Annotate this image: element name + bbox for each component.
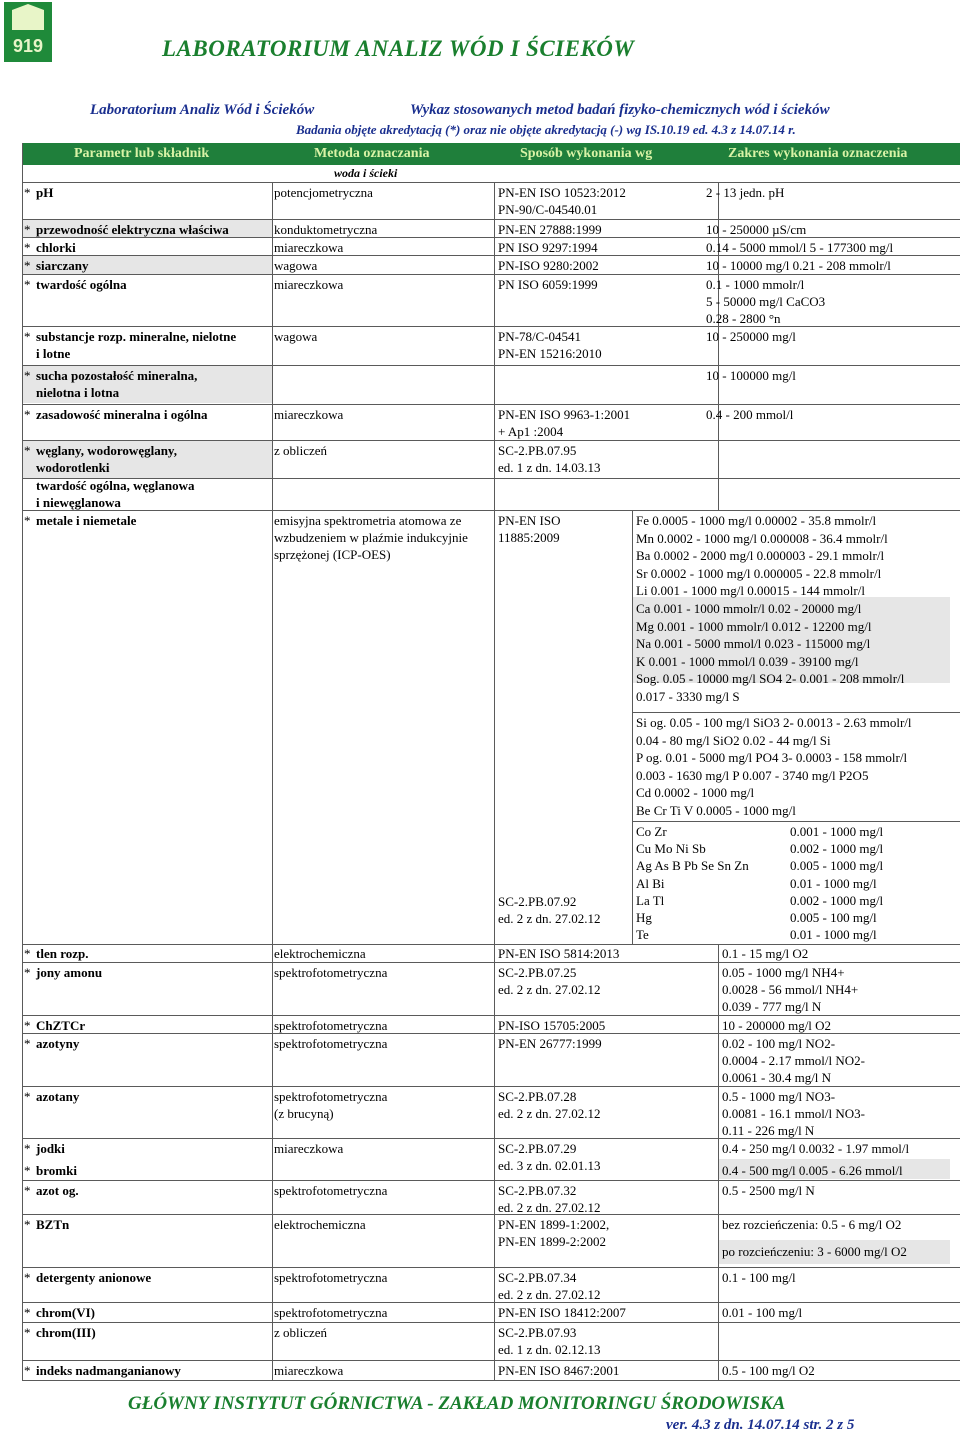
metal-range: Li 0.001 - 1000 mg/l 0.00015 - 144 mmolr/l (636, 583, 865, 599)
row-star: * (24, 1217, 31, 1232)
row-divider (632, 712, 960, 713)
row-standard: ed. 2 z dn. 27.02.12 (498, 1287, 601, 1302)
metal-range: Ba 0.0002 - 2000 mg/l 0.000003 - 29.1 mmolr/l (636, 548, 885, 564)
row-range: 0.01 - 100 mg/l (722, 1305, 803, 1320)
row-param: twardość ogólna (36, 277, 127, 292)
row-range: 5 - 50000 mg/l CaCO3 (706, 294, 826, 309)
metal-range: 0.04 - 80 mg/l SiO2 0.02 - 44 mg/l Si (636, 732, 831, 748)
row-param: azotyny (36, 1036, 80, 1051)
row-standard: SC-2.PB.07.32 (498, 1183, 577, 1198)
row-standard: PN-EN ISO (498, 513, 561, 528)
row-param: nielotna i lotna (36, 385, 120, 400)
row-star: * (24, 1141, 31, 1156)
row-divider (22, 219, 960, 220)
metal-element: Hg (636, 910, 652, 925)
row-star: * (24, 277, 31, 292)
row-divider (22, 1360, 960, 1361)
row-star: * (24, 1363, 31, 1378)
row-range: 0.0028 - 56 mmol/l NH4+ (722, 982, 859, 997)
row-standard: PN-EN 1899-1:2002, (498, 1217, 610, 1232)
row-range: 0.4 - 200 mmol/l (706, 407, 794, 422)
table-header (22, 143, 960, 165)
metal-range: Mg 0.001 - 1000 mmolr/l 0.012 - 12200 mg/l (636, 618, 872, 634)
row-star: * (24, 222, 31, 237)
row-range: 0.1 - 15 mg/l O2 (722, 946, 809, 961)
document-title: Wykaz stosowanych metod badań fizyko-chemicznych wód i ścieków (410, 102, 830, 118)
metal-range: 0.002 - 1000 mg/l (790, 841, 884, 857)
row-star: * (24, 1270, 31, 1285)
col-divider (494, 183, 495, 1380)
metal-range: 0.002 - 1000 mg/l (790, 892, 884, 908)
row-method: (z brucyną) (274, 1106, 334, 1121)
metal-range: Sr 0.0002 - 1000 mg/l 0.000005 - 22.8 mmolr/l (636, 565, 882, 581)
row-range: 10 - 250000 µS/cm (706, 222, 807, 237)
row-range: 0.4 - 500 mg/l 0.005 - 6.26 mmol/l (722, 1163, 903, 1178)
row-divider (22, 944, 960, 945)
row-standard: PN-EN ISO 8467:2001 (498, 1363, 620, 1378)
row-star: * (24, 443, 31, 458)
row-param: i niewęglanowa (36, 495, 121, 510)
row-standard: PN-EN 26777:1999 (498, 1036, 602, 1051)
row-param: bromki (36, 1163, 77, 1178)
row-divider (22, 440, 960, 441)
metal-range: 0.003 - 1630 mg/l P 0.007 - 3740 mg/l P2O5 (636, 767, 869, 783)
footer-org: GŁÓWNY INSTYTUT GÓRNICTWA - ZAKŁAD MONITORINGU ŚRODOWISKA (128, 1393, 786, 1414)
row-standard: PN-EN 1899-2:2002 (498, 1234, 606, 1249)
row-method: wzbudzeniem w plaźmie indukcyjnie (274, 530, 468, 545)
std-sc92: SC-2.PB.07.92 (498, 894, 577, 909)
row-divider (22, 1214, 960, 1215)
row-divider (22, 510, 960, 511)
row-standard: SC-2.PB.07.95 (498, 443, 577, 458)
row-standard: PN ISO 6059:1999 (498, 277, 598, 292)
row-range: 0.11 - 226 mg/l N (722, 1123, 815, 1138)
row-param: detergenty anionowe (36, 1270, 152, 1285)
row-range: 0.5 - 1000 mg/l NO3- (722, 1089, 836, 1104)
metal-range: 0.001 - 1000 mg/l (790, 824, 884, 839)
row-divider (22, 1138, 960, 1139)
metal-range: Si og. 0.05 - 100 mg/l SiO3 2- 0.0013 - 2.63 mmolr/l (636, 715, 912, 730)
metal-element: Co Zr (636, 824, 667, 839)
row-param: jodki (36, 1141, 65, 1156)
metal-range: P og. 0.01 - 5000 mg/l PO4 3- 0.0003 - 158 mmolr/l (636, 750, 908, 766)
row-standard: 11885:2009 (498, 530, 560, 545)
metal-element: Al Bi (636, 875, 665, 891)
row-divider (22, 1380, 960, 1381)
row-standard: SC-2.PB.07.29 (498, 1141, 577, 1156)
col-header-range: Zakres wykonania oznaczenia (728, 146, 908, 161)
row-method: miareczkowa (274, 277, 344, 292)
row-star: * (24, 240, 31, 255)
page-title: LABORATORIUM ANALIZ WÓD I ŚCIEKÓW (162, 36, 635, 61)
col-divider (632, 510, 633, 944)
row-range: 10 - 10000 mg/l 0.21 - 208 mmolr/l (706, 258, 891, 273)
row-param: metale i niemetale (36, 513, 137, 528)
row-star: * (24, 513, 31, 528)
row-method: spektrofotometryczna (274, 1270, 388, 1285)
metal-range: Sog. 0.05 - 10000 mg/l SO4 2- 0.001 - 208 mmolr/l (636, 671, 905, 687)
row-param: i lotne (36, 346, 71, 361)
row-star: * (24, 1325, 31, 1340)
row-range: 0.1 - 1000 mmolr/l (706, 277, 805, 292)
row-method: wagowa (274, 329, 318, 344)
row-range: po rozcieńczeniu: 3 - 6000 mg/l O2 (722, 1244, 907, 1259)
accreditation-note: Badania objęte akredytacją (*) oraz nie objęte akredytacją (-) wg IS.10.19 ed. 4.3 z 14.07.14 r. (296, 122, 796, 137)
metal-range: Na 0.001 - 5000 mmol/l 0.023 - 115000 mg/l (636, 636, 871, 652)
col-divider (272, 183, 273, 1380)
row-method: z obliczeń (274, 1325, 328, 1340)
row-star: * (24, 1305, 31, 1320)
row-star: * (24, 1183, 31, 1198)
row-param: zasadowość mineralna i ogólna (36, 407, 208, 422)
metal-range: Cd 0.0002 - 1000 mg/l (636, 785, 755, 801)
row-star: * (24, 185, 31, 200)
footer-version: ver. 4.3 z dn. 14.07.14 str. 2 z 5 (666, 1417, 855, 1433)
row-standard: ed. 3 z dn. 02.01.13 (498, 1158, 601, 1173)
row-star: * (24, 965, 31, 980)
row-range: 10 - 250000 mg/l (706, 329, 796, 344)
row-param: przewodność elektryczna właściwa (36, 222, 229, 237)
row-param: ChZTCr (36, 1018, 86, 1033)
row-param: węglany, wodorowęglany, (36, 443, 177, 458)
row-range: 0.14 - 5000 mmol/l 5 - 177300 mg/l (706, 240, 894, 255)
row-standard: PN-EN ISO 18412:2007 (498, 1305, 626, 1320)
row-param: chrom(VI) (36, 1305, 95, 1320)
row-method: spektrofotometryczna (274, 1183, 388, 1198)
row-param: chrom(III) (36, 1325, 96, 1340)
row-param: twardość ogólna, węglanowa (36, 478, 195, 493)
row-method: spektrofotometryczna (274, 1089, 388, 1104)
row-range: 0.0061 - 30.4 mg/l N (722, 1070, 832, 1085)
row-method: miareczkowa (274, 407, 344, 422)
metal-element: Ag As B Pb Se Sn Zn (636, 858, 749, 874)
row-param: siarczany (36, 258, 89, 273)
row-param: azotany (36, 1089, 80, 1104)
section-header (22, 166, 960, 183)
row-method: spektrofotometryczna (274, 1018, 388, 1033)
col-header-method: Metoda oznaczania (314, 146, 430, 161)
row-standard: ed. 2 z dn. 27.02.12 (498, 982, 601, 997)
row-range: 0.05 - 1000 mg/l NH4+ (722, 965, 845, 980)
row-divider (22, 1322, 960, 1323)
gig-logo-icon (4, 2, 52, 62)
row-divider (22, 404, 960, 405)
row-standard: ed. 1 z dn. 02.12.13 (498, 1342, 601, 1357)
row-param: jony amonu (36, 965, 103, 980)
row-standard: SC-2.PB.07.28 (498, 1089, 577, 1104)
row-param: indeks nadmanganianowy (36, 1363, 181, 1378)
section-label: woda i ścieki (334, 166, 398, 180)
row-method: wagowa (274, 258, 318, 273)
row-star: * (24, 258, 31, 273)
row-param: BZTn (36, 1217, 70, 1232)
row-range: 10 - 200000 mg/l O2 (722, 1018, 832, 1033)
row-star: * (24, 1089, 31, 1104)
row-param: wodorotlenki (36, 460, 110, 475)
row-range: 10 - 100000 mg/l (706, 368, 796, 383)
row-star: * (24, 329, 31, 344)
row-method: spektrofotometryczna (274, 1036, 388, 1051)
col-header-param: Parametr lub składnik (74, 146, 210, 161)
row-standard: ed. 1 z dn. 14.03.13 (498, 460, 601, 475)
row-range: 0.0081 - 16.1 mmol/l NO3- (722, 1106, 865, 1121)
col-divider (718, 944, 719, 1380)
row-divider (22, 962, 960, 963)
row-standard: ed. 2 z dn. 27.02.12 (498, 1106, 601, 1121)
row-standard: PN-EN ISO 5814:2013 (498, 946, 620, 961)
row-method: emisyjna spektrometria atomowa ze (274, 513, 462, 528)
metal-range: Be Cr Ti V 0.0005 - 1000 mg/l (636, 803, 796, 818)
row-divider (22, 1015, 960, 1016)
row-method: spektrofotometryczna (274, 965, 388, 980)
row-param: tlen rozp. (36, 946, 89, 961)
col-header-standard: Sposób wykonania wg (520, 146, 653, 161)
row-standard: PN-90/C-04540.01 (498, 202, 598, 217)
row-standard: PN-78/C-04541 (498, 329, 582, 344)
metal-range: Mn 0.0002 - 1000 mg/l 0.000008 - 36.4 mmolr/l (636, 530, 888, 546)
metal-element: Te (636, 927, 649, 943)
row-method: spektrofotometryczna (274, 1305, 388, 1320)
row-range: 0.28 - 2800 °n (706, 311, 781, 326)
row-range: 0.4 - 250 mg/l 0.0032 - 1.97 mmol/l (722, 1141, 910, 1156)
metal-range: 0.01 - 1000 mg/l (790, 875, 877, 891)
row-standard: + Ap1 :2004 (498, 424, 564, 439)
row-standard: PN-EN ISO 9963-1:2001 (498, 407, 631, 422)
row-range: bez rozcieńczenia: 0.5 - 6 mg/l O2 (722, 1217, 902, 1232)
row-method: sprzężonej (ICP-OES) (274, 547, 391, 562)
row-divider (22, 326, 960, 327)
row-standard: SC-2.PB.07.25 (498, 965, 577, 980)
row-range: 0.5 - 100 mg/l O2 (722, 1363, 815, 1378)
row-divider (632, 821, 960, 822)
row-divider (22, 365, 960, 366)
row-range: 0.02 - 100 mg/l NO2- (722, 1036, 836, 1051)
row-method: z obliczeń (274, 443, 328, 458)
row-standard: PN-EN 27888:1999 (498, 222, 602, 237)
row-divider (22, 1180, 960, 1181)
lab-name: Laboratorium Analiz Wód i Ścieków (90, 102, 315, 118)
row-range: 0.1 - 100 mg/l (722, 1270, 796, 1285)
row-standard: PN-ISO 9280:2002 (498, 258, 599, 273)
row-param: substancje rozp. mineralne, nielotne (36, 329, 237, 344)
row-range: 0.5 - 2500 mg/l N (722, 1183, 815, 1198)
metal-range: Fe 0.0005 - 1000 mg/l 0.00002 - 35.8 mmolr/l (636, 513, 877, 528)
row-standard: PN-ISO 15705:2005 (498, 1018, 606, 1033)
row-method: elektrochemiczna (274, 946, 366, 961)
row-standard: ed. 2 z dn. 27.02.12 (498, 1200, 601, 1215)
row-param: azot og. (36, 1183, 79, 1198)
row-divider (22, 1302, 960, 1303)
row-divider (22, 1267, 960, 1268)
metal-range: 0.017 - 3330 mg/l S (636, 689, 740, 704)
row-range: 0.0004 - 2.17 mmol/l NO2- (722, 1053, 865, 1068)
row-divider (22, 182, 960, 183)
row-star: * (24, 1018, 31, 1033)
row-range: 2 - 13 jedn. pH (706, 185, 785, 200)
row-star: * (24, 946, 31, 961)
row-method: miareczkowa (274, 1141, 344, 1156)
metal-range: K 0.001 - 1000 mmol/l 0.039 - 39100 mg/l (636, 653, 859, 669)
row-method: miareczkowa (274, 240, 344, 255)
row-param: pH (36, 185, 54, 200)
metal-element: Cu Mo Ni Sb (636, 841, 706, 857)
metal-range: Ca 0.001 - 1000 mmolr/l 0.02 - 20000 mg/l (636, 601, 862, 616)
row-star: * (24, 1036, 31, 1051)
row-divider (22, 1086, 960, 1087)
row-star: * (24, 407, 31, 422)
row-star: * (24, 368, 31, 383)
row-star: * (24, 1163, 31, 1178)
row-standard: SC-2.PB.07.93 (498, 1325, 577, 1340)
row-method: elektrochemiczna (274, 1217, 366, 1232)
row-param: sucha pozostałość mineralna, (36, 368, 198, 383)
std-sc92-ed: ed. 2 z dn. 27.02.12 (498, 911, 601, 926)
row-range: 0.039 - 777 mg/l N (722, 999, 822, 1014)
col-divider (22, 143, 23, 1380)
metal-element: La Tl (636, 892, 665, 908)
row-param: chlorki (36, 240, 76, 255)
metal-range: 0.005 - 1000 mg/l (790, 858, 884, 874)
row-method: miareczkowa (274, 1363, 344, 1378)
row-method: potencjometryczna (274, 185, 373, 200)
row-method: konduktometryczna (274, 222, 378, 237)
metal-range: 0.01 - 1000 mg/l (790, 927, 877, 943)
row-divider (22, 274, 960, 275)
row-standard: PN-EN ISO 10523:2012 (498, 185, 626, 200)
row-standard: PN ISO 9297:1994 (498, 240, 598, 255)
metal-range: 0.005 - 100 mg/l (790, 910, 877, 925)
row-standard: SC-2.PB.07.34 (498, 1270, 577, 1285)
svg-text:919: 919 (12, 36, 44, 56)
row-standard: PN-EN 15216:2010 (498, 346, 602, 361)
